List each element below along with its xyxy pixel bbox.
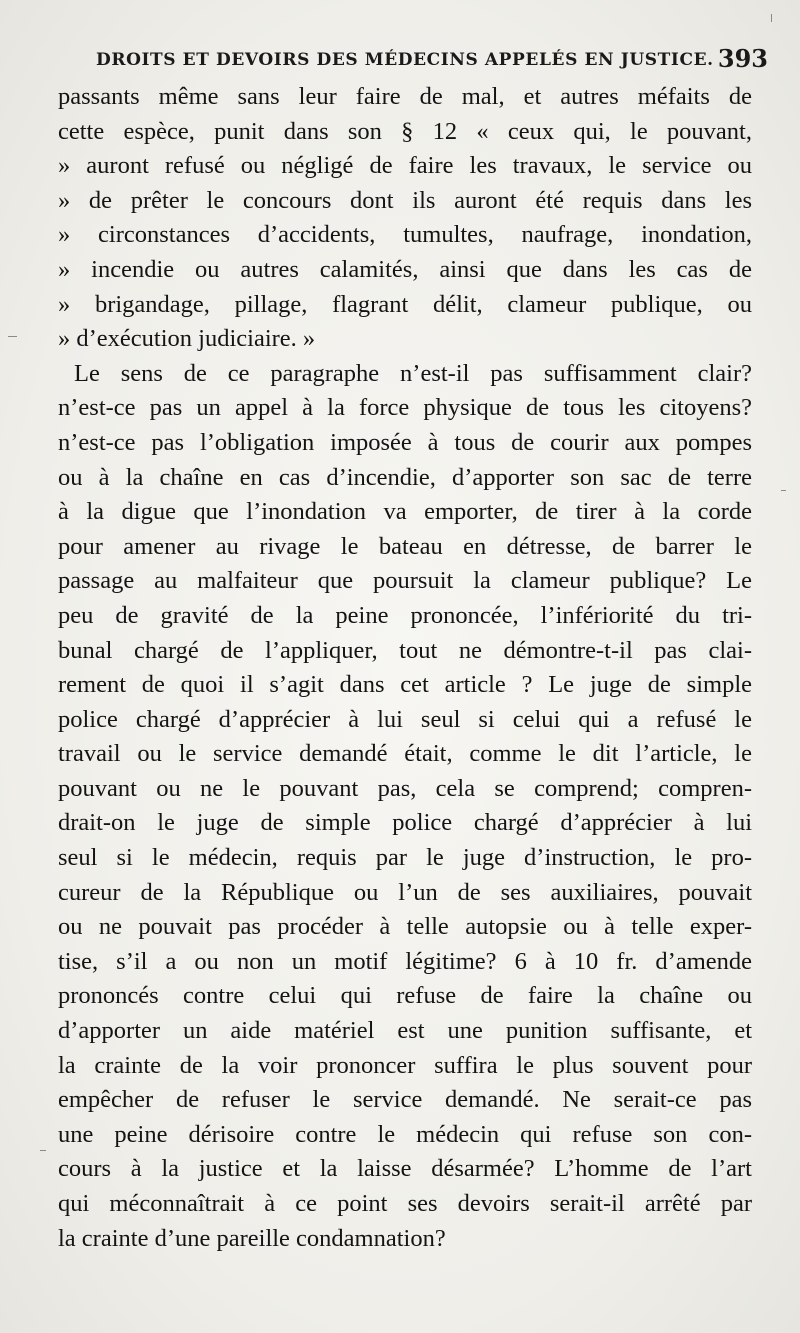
text-line: peu de gravité de la peine prononcée, l’infériorité du tri- <box>58 601 752 629</box>
scan-speck <box>8 336 17 337</box>
text-line: pouvant ou ne le pouvant pas, cela se comprend; compren- <box>58 774 752 802</box>
page-number: 393 <box>717 44 768 73</box>
text-line: ou ne pouvait pas procéder à telle autopsie ou à telle exper- <box>58 913 752 941</box>
scan-speck <box>771 14 772 22</box>
text-line: empêcher de refuser le service demandé. Ne serait-ce pas <box>58 1086 752 1114</box>
text-line: Le sens de ce paragraphe n’est-il pas suffisamment clair? <box>74 359 752 387</box>
text-line: n’est-ce pas l’obligation imposée à tous de courir aux pompes <box>58 428 752 456</box>
text-line: drait-on le juge de simple police chargé d’apprécier à lui <box>58 809 752 837</box>
text-line: seul si le médecin, requis par le juge d’instruction, le pro- <box>58 844 752 872</box>
text-line: passants même sans leur faire de mal, et autres méfaits de <box>58 83 752 110</box>
page-header <box>96 44 768 78</box>
text-line: tise, s’il a ou non un motif légitime? 6 à 10 fr. d’amende <box>58 947 752 975</box>
text-line: prononcés contre celui qui refuse de faire la chaîne ou <box>58 982 752 1010</box>
text-line: bunal chargé de l’appliquer, tout ne démontre-t-il pas clai- <box>58 636 752 664</box>
text-line: » auront refusé ou négligé de faire les travaux, le service ou <box>58 152 752 180</box>
text-line: cette espèce, punit dans son § 12 « ceux qui, le pouvant, <box>58 117 752 145</box>
text-line: ou à la chaîne en cas d’incendie, d’apporter son sac de terre <box>58 463 752 491</box>
text-line: » circonstances d’accidents, tumultes, naufrage, inondation, <box>58 221 752 249</box>
text-line: pour amener au rivage le bateau en détresse, de barrer le <box>58 532 752 560</box>
text-line: qui méconnaîtrait à ce point ses devoirs serait-il arrêté par <box>58 1190 752 1217</box>
text-line: une peine dérisoire contre le médecin qui refuse son con- <box>58 1120 752 1148</box>
scan-speck <box>40 1150 46 1151</box>
text-line: rement de quoi il s’agit dans cet article ? Le juge de simple <box>58 671 752 699</box>
text-line: la crainte d’une pareille condamnation? <box>58 1224 446 1252</box>
text-line: » d’exécution judiciaire. » <box>58 325 316 353</box>
text-line: d’apporter un aide matériel est une punition suffisante, et <box>58 1017 752 1045</box>
text-line: passage au malfaiteur que poursuit la clameur publique? Le <box>58 567 752 595</box>
text-line: à la digue que l’inondation va emporter, de tirer à la corde <box>58 498 752 526</box>
scan-speck <box>781 490 786 491</box>
body-text <box>58 80 752 1256</box>
text-line: cours à la justice et la laisse désarmée? L’homme de l’art <box>58 1155 752 1183</box>
running-head: DROITS ET DEVOIRS DES MÉDECINS APPELÉS EN JUSTICE. <box>96 50 714 70</box>
text-line: cureur de la République ou l’un de ses auxiliaires, pouvait <box>58 878 752 906</box>
text-line: » incendie ou autres calamités, ainsi que dans les cas de <box>58 255 752 283</box>
text-line: » brigandage, pillage, flagrant délit, clameur publique, ou <box>58 290 752 318</box>
text-line: police chargé d’apprécier à lui seul si celui qui a refusé le <box>58 705 752 733</box>
text-line: » de prêter le concours dont ils auront été requis dans les <box>58 186 752 214</box>
text-line: n’est-ce pas un appel à la force physique de tous les citoyens? <box>58 394 752 422</box>
text-line: travail ou le service demandé était, comme le dit l’article, le <box>58 740 752 768</box>
text-line: la crainte de la voir prononcer suffira le plus souvent pour <box>58 1051 752 1079</box>
